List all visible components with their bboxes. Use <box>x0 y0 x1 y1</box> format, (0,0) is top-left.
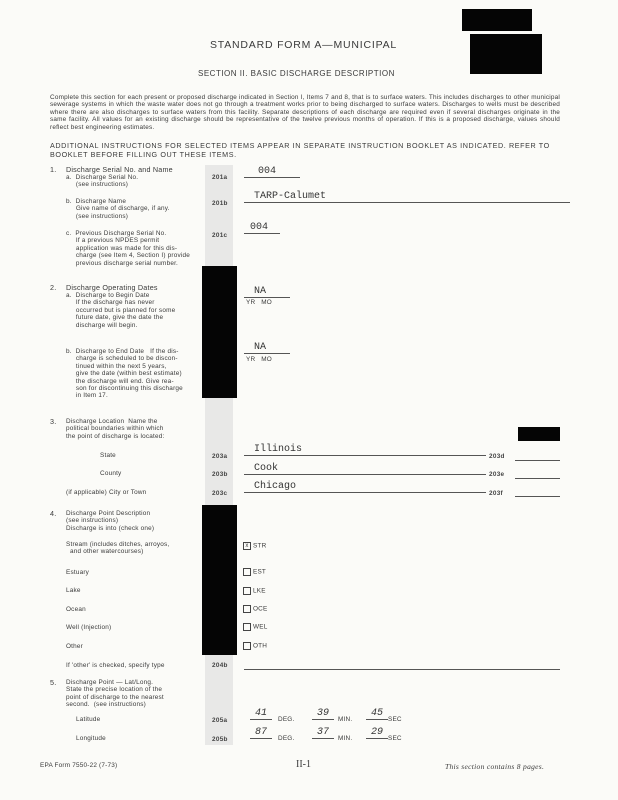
item3-title: Discharge Location Name the political boundaries within which the point of discharge is located: <box>66 418 165 440</box>
lat-sec-unit: SEC <box>388 716 402 723</box>
city-label: (if applicable) City or Town <box>66 489 147 496</box>
code-203e: 203e <box>489 471 505 478</box>
option-stream-checkbox[interactable]: x STR <box>243 542 266 550</box>
latitude-label: Latitude <box>76 716 101 723</box>
item1b-value[interactable]: TARP-Calumet <box>244 191 570 203</box>
item1-number: 1. <box>50 165 57 174</box>
redaction-item3-right <box>518 427 560 441</box>
field-203e[interactable] <box>515 470 560 479</box>
item4-number: 4. <box>50 509 57 518</box>
option-well-label: Well (Injection) <box>66 624 112 631</box>
item2-number: 2. <box>50 283 57 292</box>
state-value[interactable]: Illinois <box>244 444 486 456</box>
intro-paragraph: Complete this section for each present or proposed discharge indicated in Section I, Items 7 and 8, that is to surface waters. This includes discharges to other municipal sewerage systems in which the waste water does not go through a treatment works prior to being discharged to surface waters. Discharges to wells must be described where there are also discharges to surface waters from this facility. Separate descriptions of each discharge are required even if several discharges originate in the same facility. All values for an existing discharge should be representative of the twelve previous months of operation. If this is a proposed discharge, values should reflect best engineering estimates. <box>50 94 560 131</box>
other-specify-label: If 'other' is checked, specify type <box>66 662 165 669</box>
item1a-value[interactable]: 004 <box>244 166 300 178</box>
option-ocean-label: Ocean <box>66 606 86 613</box>
code-203d: 203d <box>489 453 505 460</box>
lon-deg-unit: DEG. <box>278 735 295 742</box>
item1-title: Discharge Serial No. and Name <box>66 165 173 174</box>
item2a-yrmo: YR MO <box>246 299 272 306</box>
field-203f[interactable] <box>515 488 560 497</box>
item4-title: Discharge Point Description (see instructions) Discharge is into (check one) <box>66 510 155 532</box>
option-estuary-label: Estuary <box>66 569 90 576</box>
redaction-header-right <box>470 34 542 74</box>
lat-min-value[interactable]: 39 <box>312 708 334 720</box>
item5-title: Discharge Point — Lat/Long. State the precise location of the point of discharge to the nearest second. (see instructions) <box>66 679 164 709</box>
item2b-label: b. Discharge to End Date If the dis- charge is scheduled to be discon- tinued within the next 5 years, give the date (within best estimate) the discharge will end. Give rea- son for discontinuing this discharge in Item 17. <box>66 348 183 400</box>
additional-instructions: ADDITIONAL INSTRUCTIONS FOR SELECTED ITEMS APPEAR IN SEPARATE INSTRUCTION BOOKLET AS INDICATED. REFER TO BOOKLET BEFORE FILLING OUT THESE ITEMS. <box>50 141 550 159</box>
item1c-code: 201c <box>212 232 228 239</box>
checkbox-checked[interactable]: x <box>243 542 251 550</box>
lon-deg-value[interactable]: 87 <box>250 727 272 739</box>
lon-min-unit: MIN. <box>338 735 353 742</box>
form-title: STANDARD FORM A—MUNICIPAL <box>210 39 398 51</box>
city-value[interactable]: Chicago <box>244 481 486 493</box>
checkbox[interactable] <box>243 642 251 650</box>
option-other-label: Other <box>66 643 83 650</box>
lon-min-value[interactable]: 37 <box>312 727 334 739</box>
footer-form-number: EPA Form 7550-22 (7-73) <box>40 762 118 769</box>
item1a-code: 201a <box>212 174 228 181</box>
option-estuary-checkbox[interactable]: EST <box>243 568 266 576</box>
lon-sec-unit: SEC <box>388 735 402 742</box>
latitude-code: 205a <box>212 717 228 724</box>
longitude-label: Longitude <box>76 735 106 742</box>
section-title: SECTION II. BASIC DISCHARGE DESCRIPTION <box>198 69 395 78</box>
lon-sec-value[interactable]: 29 <box>366 727 388 739</box>
checkbox[interactable] <box>243 623 251 631</box>
other-specify-code: 204b <box>212 662 228 669</box>
item1c-value[interactable]: 004 <box>244 222 280 234</box>
item1b-label: b. Discharge Name Give name of discharge, if any. (see instructions) <box>66 198 170 220</box>
longitude-code: 205b <box>212 736 228 743</box>
item2a-value[interactable]: NA <box>244 286 290 298</box>
item1b-code: 201b <box>212 200 228 207</box>
item2b-value[interactable]: NA <box>244 342 290 354</box>
lat-min-unit: MIN. <box>338 716 353 723</box>
checkbox[interactable] <box>243 605 251 613</box>
redaction-item2 <box>202 266 237 398</box>
footer-note: This section contains 8 pages. <box>445 762 545 771</box>
footer-page-number: II-1 <box>296 759 311 770</box>
option-well-checkbox[interactable]: WEL <box>243 623 267 631</box>
option-lake-label: Lake <box>66 587 81 594</box>
option-ocean-checkbox[interactable]: OCE <box>243 605 267 613</box>
code-203f: 203f <box>489 490 503 497</box>
county-code: 203b <box>212 471 228 478</box>
county-value[interactable]: Cook <box>244 463 486 475</box>
state-code: 203a <box>212 453 228 460</box>
other-specify-field[interactable] <box>244 661 560 670</box>
lat-deg-unit: DEG. <box>278 716 295 723</box>
county-label: County <box>100 470 122 477</box>
checkbox[interactable] <box>243 587 251 595</box>
option-lake-checkbox[interactable]: LKE <box>243 587 266 595</box>
state-label: State <box>100 452 116 459</box>
lat-deg-value[interactable]: 41 <box>250 708 272 720</box>
lat-sec-value[interactable]: 45 <box>366 708 388 720</box>
city-code: 203c <box>212 490 228 497</box>
redaction-item4 <box>202 505 237 655</box>
item2b-yrmo: YR MO <box>246 356 272 363</box>
item2a-label: a. Discharge to Begin Date If the discharge has never occurred but is planned for some future date, give the date the discharge will begin. <box>66 292 176 329</box>
item1a-label: a. Discharge Serial No. (see instructions) <box>66 174 139 189</box>
checkbox[interactable] <box>243 568 251 576</box>
field-203d[interactable] <box>515 452 560 461</box>
item2-title: Discharge Operating Dates <box>66 283 158 292</box>
option-other-checkbox[interactable]: OTH <box>243 642 267 650</box>
item3-number: 3. <box>50 417 57 426</box>
redaction-top-right <box>462 9 532 31</box>
item1c-label: c. Previous Discharge Serial No. If a previous NPDES permit application was made for this dis- charge (see Item 4, Section I) provide previous discharge serial number. <box>66 230 191 267</box>
option-stream-label: Stream (includes ditches, arroyos, and other watercourses) <box>66 541 170 556</box>
item5-number: 5. <box>50 678 57 687</box>
